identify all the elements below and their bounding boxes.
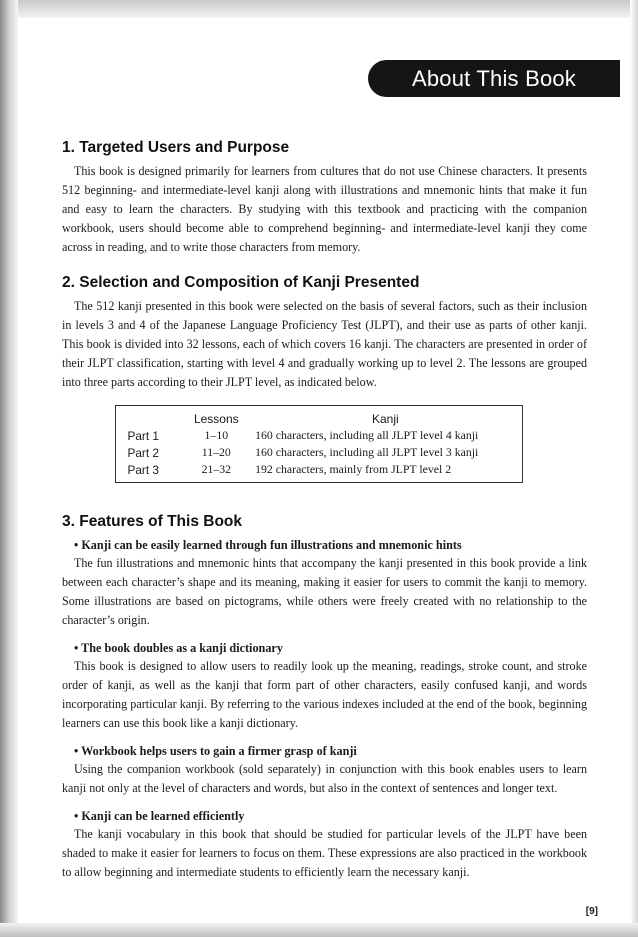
section-heading: 2. Selection and Composition of Kanji Presented [62, 274, 420, 291]
table-row [115, 427, 522, 444]
page-number: [9] [585, 906, 598, 917]
page-content [62, 139, 587, 899]
scan-shadow-top [0, 0, 638, 18]
scan-shadow-right [630, 0, 638, 937]
feature-title: • Kanji can be easily learned through fun illustrations and mnemonic hints [74, 538, 462, 552]
feature-title: • Workbook helps users to gain a firmer grasp of kanji [74, 744, 357, 758]
table-row [115, 444, 522, 461]
chapter-banner: About This Book [368, 60, 620, 97]
feature-item [62, 536, 587, 630]
section-heading: 1. Targeted Users and Purpose [62, 139, 290, 156]
scan-shadow-left [0, 0, 18, 937]
table-cell-lessons: 1–10 [204, 428, 229, 442]
table-cell-part: Part 2 [127, 445, 159, 460]
table-header-kanji: Kanji [371, 411, 399, 426]
feature-item [62, 742, 587, 798]
table-header-lessons: Lessons [193, 411, 239, 426]
table-cell-kanji: 160 characters, including all JLPT level 4 kanji [255, 428, 479, 442]
section-paragraph: This book is designed primarily for learners from cultures that do not use Chinese characters. It presents 512 beginning- and intermediate-level kanji along with illustrations and mnemonic hints that make it fun and easy to learn the characters. By studying with this textbook and practicing with the companion workbook, users should become able to comprehend beginning- and intermediate-level kanji they come across in reading, and to write those characters from memory. [62, 164, 587, 254]
scan-shadow-bottom [0, 923, 638, 937]
table-cell-lessons: 11–20 [201, 445, 231, 459]
table-row [115, 461, 522, 483]
section-paragraph: The 512 kanji presented in this book were selected on the basis of several factors, such as their inclusion in levels 3 and 4 of the Japanese Language Proficiency Test (JLPT), and their use as parts of other kanji. This book is divided into 32 lessons, each of which covers 16 kanji. The characters are presented in order of their JLPT classification, starting with level 4 and gradually working up to level 2. The lessons are grouped into three parts according to their JLPT level, as indicated below. [62, 299, 587, 389]
feature-title: • Kanji can be learned efficiently [74, 809, 245, 823]
table-cell-part: Part 1 [127, 428, 159, 443]
section-selection [62, 274, 587, 483]
lesson-parts-table [115, 405, 523, 483]
table-cell-lessons: 21–32 [201, 462, 232, 476]
table-cell-kanji: 160 characters, including all JLPT level 3 kanji [255, 445, 479, 459]
table-cell-kanji: 192 characters, mainly from JLPT level 2 [255, 462, 452, 476]
feature-item [62, 639, 587, 733]
section-features [62, 513, 587, 882]
table-header-blank [115, 406, 184, 428]
section-targeted-users [62, 139, 587, 257]
feature-paragraph: Using the companion workbook (sold separately) in conjunction with this book enables users to learn kanji not only at the level of characters and words, but also in the context of sentences and longer text. [62, 762, 587, 795]
feature-paragraph: The kanji vocabulary in this book that should be studied for particular levels of the JLPT have been shaded to make it easier for learners to focus on them. These expressions are also practiced in the workbook to allow beginning and intermediate students to efficiently learn the necessary kanji. [62, 827, 587, 879]
feature-paragraph: This book is designed to allow users to readily look up the meaning, readings, stroke count, and stroke order of kanji, as well as the kanji that form part of other characters, easily confused kanji, and words incorporating particular kanji. By referring to the various indexes included at the end of the book, beginning learners can use this book like a kanji dictionary. [62, 659, 587, 730]
table-cell-part: Part 3 [127, 462, 159, 477]
feature-item [62, 807, 587, 882]
feature-title: • The book doubles as a kanji dictionary [74, 641, 283, 655]
section-heading: 3. Features of This Book [62, 513, 243, 530]
feature-paragraph: The fun illustrations and mnemonic hints that accompany the kanji presented in this book provide a link between each character’s shape and its meaning, making it easier for users to commit the kanji to memory. Some illustrations are based on pictograms, while others were freely created with no relationship to the character’s origin. [62, 556, 587, 627]
table-header-row [115, 406, 522, 428]
